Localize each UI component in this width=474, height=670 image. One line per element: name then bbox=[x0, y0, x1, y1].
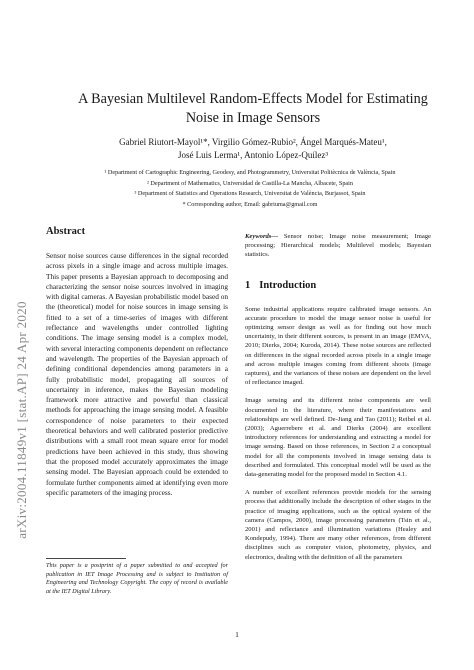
affiliations bbox=[40, 168, 460, 210]
section-number: 1 bbox=[245, 279, 251, 291]
footnote-divider bbox=[46, 558, 126, 559]
left-column bbox=[46, 226, 228, 498]
arxiv-id-text: arXiv:2004.11849v1 [stat.AP] 24 Apr 2020 bbox=[14, 301, 29, 539]
arxiv-identifier-stamp bbox=[0, 0, 40, 670]
postprint-footnote: This paper is a postprint of a paper submitted to and accepted for publication in IET Image Processing and is subject to Institution of Engineering and Technology Copyright. The copy of record is available at the IET Digital Library. bbox=[46, 562, 228, 595]
abstract-heading: Abstract bbox=[46, 226, 86, 237]
right-column bbox=[245, 232, 431, 571]
abstract-text: Sensor noise sources cause differences in the signal recorded across pixels in a single image and across multiple images. This paper presents a Bayesian approach to decomposing and characterizing the sensor noise sources involved in imaging with digital cameras. A Bayesian probabilistic model based on the (theoretical) model for noise sources in image sensing is fitted to a set of a time-series of images with different reflectance and wavelengths under controlled lighting conditions. The image sensing model is a complex model, with several interacting components dependent on reflectance and wavelength. The properties of the Bayesian approach of defining conditional dependencies among parameters in a fully probabilistic model, propagating all sources of uncertainty in inference, makes the Bayesian modeling framework more attractive and powerful than classical methods for approaching the image sensing model. A feasible correspondence of noise parameters to their expected theoretical behaviors and well calibrated posterior predictive distributions with a small root mean square error for model predictions have been achieved in this study, thus showing that the proposed model accurately approximates the image sensing model. The Bayesian approach could be extended to formulate further components aimed at identifying even more specific parameters of the imaging process. bbox=[46, 251, 228, 497]
intro-paragraph-2: Image sensing and its different noise components are well documented in the literature, where their manifestations and relationships are well defined. De-Jiang and Tao (2011); Reibel et al. (2003); Aguerrebere et al. and Dierks (2004) are excellent introductory references for understanding and extracting a model for image sensing. Based on those references, in Section 2 a conceptual model for all the components involved in image sensing data is described and formulated. This conceptual model will be used as the data-generating model for the proposed model in Section 4.1. bbox=[245, 397, 431, 479]
corresponding-author: * Corresponding author, Email: gabriuma@gmail.com bbox=[182, 200, 318, 208]
keywords bbox=[245, 232, 431, 260]
section-title: Introduction bbox=[259, 279, 317, 291]
author-list bbox=[60, 136, 446, 162]
author-line-2: José Luis Lerma¹, Antonio López-Quílez³ bbox=[177, 150, 329, 160]
keywords-text: Sensor noise; Image noise measurement; Image processing; Hierarchical models; Multilevel models; Bayesian statistics. bbox=[245, 233, 431, 259]
keywords-label: Keywords— bbox=[245, 233, 278, 240]
section-heading bbox=[245, 280, 431, 291]
intro-paragraph-1: Some industrial applications require calibrated image sensors. An accurate procedure to model the image sensor noise is useful for optimizing sensor design as well as for finding out how much uncertainty, in their different sources, is present in an image (EMVA, 2010; Dierks, 2004; Kuroda, 2014). These noise sources are reflected on differences in the signal recorded across pixels in a single image and across multiple images coming from different shoots (image captures), and the variances of these noises are dependent on the level of reflectance imaged. bbox=[245, 305, 431, 387]
affiliation-2: ² Department of Mathematics, Universidad de Castilla-La Mancha, Albacete, Spain bbox=[147, 179, 353, 187]
page-number: 1 bbox=[235, 630, 239, 639]
affiliation-1: ¹ Department of Cartographic Engineering, Geodesy, and Photogrammetry, Universitat Politècnica de València, Spain bbox=[104, 169, 396, 176]
intro-paragraph-3: A number of excellent references provide models for the sensing process that additionally include the description of other stages in the practice of imaging applications, such as the optical system of the camera (Campos, 2000), image processing parameters (Tsin et al., 2001) and reflectance and illumination variations (Healey and Kondepudy, 1994). There are many other references, from different disciplines such as computer vision, photometry, physics, and electronics, dealing with the definition of all the parameters bbox=[245, 489, 431, 561]
author-line-1: Gabriel Riutort-Mayol¹*, Virgilio Gómez-Rubio², Ángel Marqués-Mateu¹, bbox=[119, 137, 387, 147]
affiliation-3: ³ Department of Statistics and Operations Research, Universitat de València, Burjassot, Spain bbox=[134, 190, 366, 197]
paper-title: A Bayesian Multilevel Random-Effects Model for Estimating Noise in Image Sensors bbox=[78, 91, 428, 126]
